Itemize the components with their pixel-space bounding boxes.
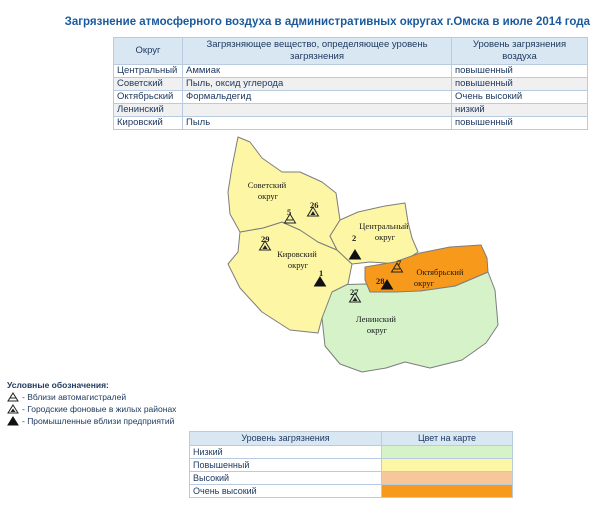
district-label-line: округ <box>413 278 435 288</box>
district-cell: Советский <box>114 78 183 91</box>
level-label: Высокий <box>190 472 382 485</box>
level-cell: повышенный <box>452 65 588 78</box>
color-swatch <box>382 459 513 472</box>
station-26 <box>308 200 319 216</box>
level-label: Очень высокий <box>190 485 382 498</box>
district-cell: Центральный <box>114 65 183 78</box>
station-number: 1 <box>319 268 324 278</box>
district-label-line: Советский <box>247 180 287 190</box>
legend-item-label: - Промышленные вблизи предприятий <box>22 416 175 426</box>
district-label-line: Ленинский <box>355 314 397 324</box>
district-cell: Ленинский <box>114 104 183 117</box>
legend-title: Условные обозначения: <box>7 380 109 390</box>
level-color-table <box>189 431 513 498</box>
column-header-substance: Загрязняющее вещество, определяющее уровень загрязнения <box>183 38 452 65</box>
column-header-district: Округ <box>114 38 183 65</box>
legend-item-label: - Вблизи автомагистралей <box>22 392 127 402</box>
symbol-legend <box>7 380 176 427</box>
legend-item <box>7 391 176 403</box>
district-label-line: округ <box>287 260 309 270</box>
table-row <box>190 446 513 459</box>
table-row <box>190 472 513 485</box>
legend-item <box>7 415 176 427</box>
table-header-row <box>190 432 513 446</box>
station-number: 26 <box>310 200 319 210</box>
station-number: 27 <box>350 287 359 297</box>
level-cell: повышенный <box>452 78 588 91</box>
column-header-level: Уровень загрязнения воздуха <box>452 38 588 65</box>
station-29 <box>260 234 271 250</box>
level-cell: Очень высокий <box>452 91 588 104</box>
page-title: Загрязнение атмосферного воздуха в административных округах г.Омска в июле 2014 года <box>64 16 590 28</box>
color-swatch <box>382 446 513 459</box>
district-label-line: Центральный <box>359 221 409 231</box>
level-label: Повышенный <box>190 459 382 472</box>
level-cell: повышенный <box>452 117 588 130</box>
district-cell: Октябрьский <box>114 91 183 104</box>
district-label-line: Октябрьский <box>416 267 464 277</box>
highway-station-icon <box>7 392 19 402</box>
substance-cell: Формальдегид <box>183 91 452 104</box>
level-label: Низкий <box>190 446 382 459</box>
district-label-line: округ <box>257 191 279 201</box>
district-label-line: округ <box>374 232 396 242</box>
district-label-line: Кировский <box>277 249 317 259</box>
substance-cell: Пыль <box>183 117 452 130</box>
station-number: 2 <box>352 233 357 243</box>
substance-cell: Пыль, оксид углерода <box>183 78 452 91</box>
station-number: 7 <box>397 258 402 268</box>
station-number: 5 <box>287 207 292 217</box>
industrial-station-icon <box>7 416 19 426</box>
table-row <box>190 485 513 498</box>
table-row <box>190 459 513 472</box>
district-cell: Кировский <box>114 117 183 130</box>
station-number: 29 <box>261 234 270 244</box>
legend-item-label: - Городские фоновые в жилых районах <box>22 404 177 414</box>
level-cell: низкий <box>452 104 588 117</box>
color-swatch <box>382 485 513 498</box>
legend-item <box>7 403 176 415</box>
column-header-level: Уровень загрязнения <box>190 432 382 446</box>
station-number: 28 <box>376 276 385 286</box>
substance-cell: Аммиак <box>183 65 452 78</box>
background-station-icon <box>7 404 19 414</box>
column-header-color: Цвет на карте <box>382 432 513 446</box>
color-swatch <box>382 472 513 485</box>
district-label-line: округ <box>366 325 388 335</box>
